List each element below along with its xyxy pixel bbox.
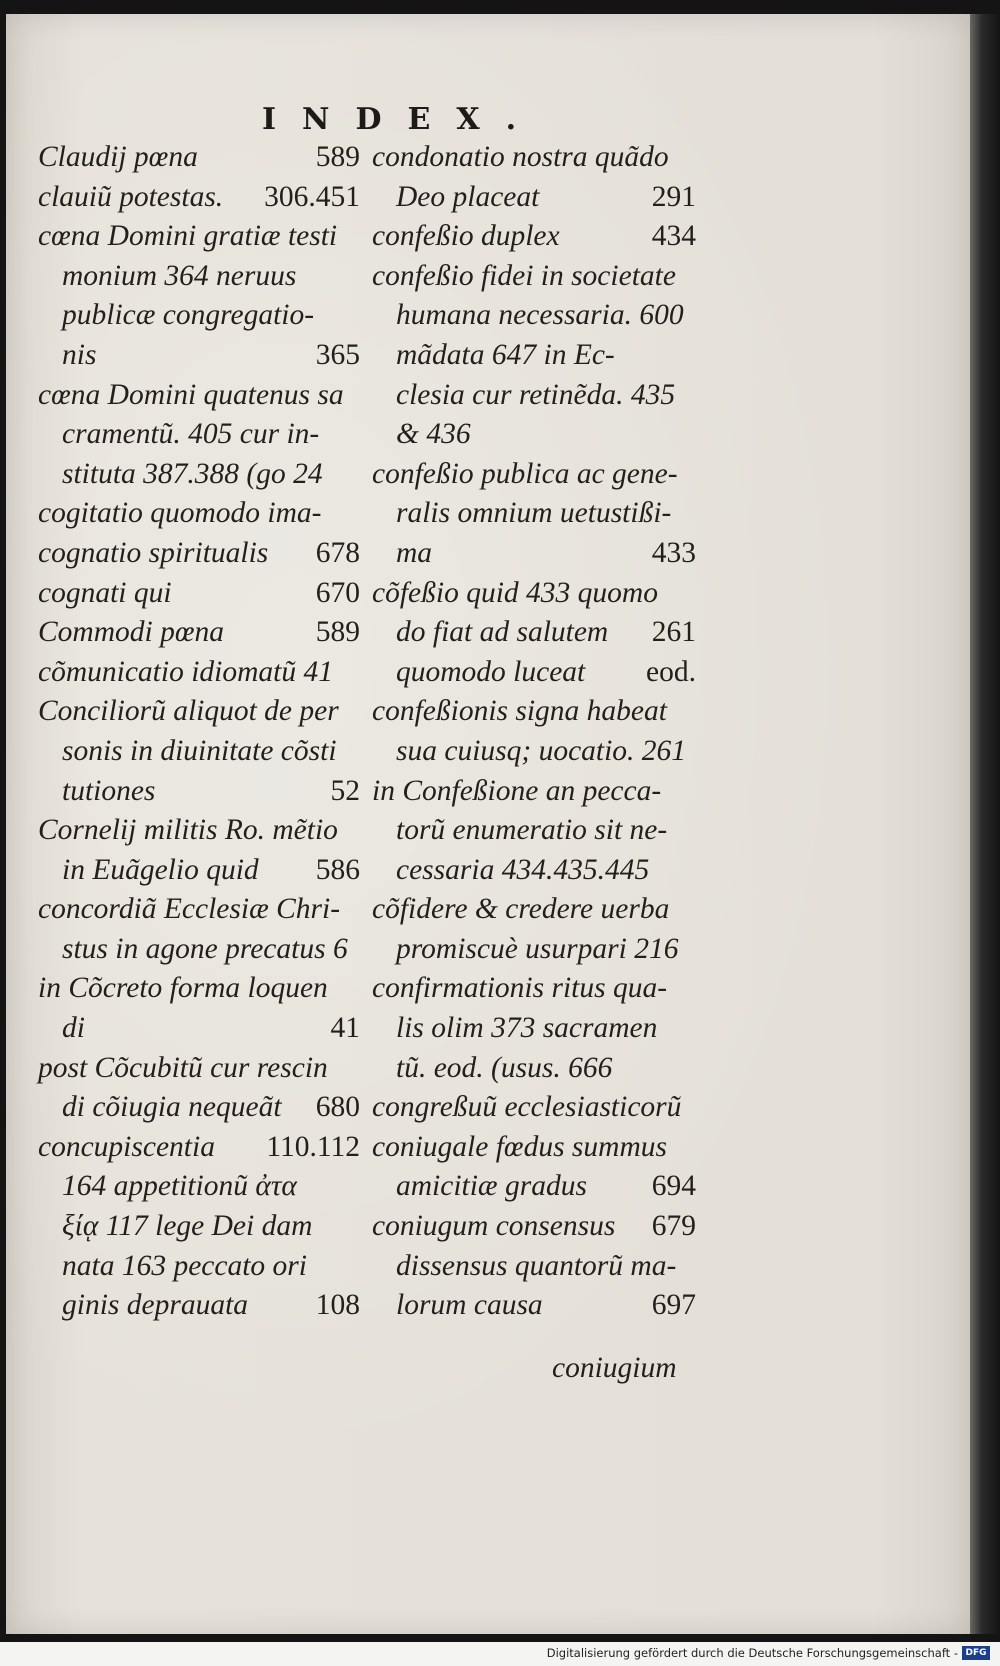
index-entry-text: coniugum consensus <box>372 1210 616 1243</box>
index-entry-text: nata 163 peccato ori <box>62 1249 307 1282</box>
index-entry-text: Commodi pœna <box>38 616 225 649</box>
index-column-right <box>372 138 696 1326</box>
index-entry-text: clesia cur retinẽda. 435 <box>396 378 676 411</box>
index-entry-text: promiscuè usurpari 216 <box>396 932 679 965</box>
catchword: coniugium <box>552 1352 677 1384</box>
index-entry-line <box>372 1247 696 1287</box>
index-entry-text: confeßionis signa habeat <box>372 695 667 728</box>
index-entry-line <box>38 1247 360 1287</box>
index-entry-text: lorum causa <box>396 1289 543 1322</box>
index-entry-text: lis olim 373 sacramen <box>396 1012 658 1045</box>
index-entry-line <box>372 1128 696 1168</box>
index-entry-line <box>38 930 360 970</box>
index-page-number: 433 <box>651 536 696 569</box>
index-page-number: 41 <box>330 1012 360 1045</box>
index-entry-line <box>38 257 360 297</box>
index-entry-line <box>372 1049 696 1089</box>
index-entry-line <box>372 138 696 178</box>
index-entry-line <box>38 653 360 693</box>
index-page-number: 670 <box>315 576 360 609</box>
index-entry-text: in Cõcreto forma loquen <box>38 972 328 1005</box>
index-page-number: 365 <box>315 338 360 371</box>
index-entry-line <box>38 851 360 891</box>
index-entry-line <box>38 1088 360 1128</box>
index-page-number: 52 <box>330 774 360 807</box>
index-entry-line <box>38 1286 360 1326</box>
index-entry-line <box>372 969 696 1009</box>
index-entry-text: humana necessaria. 600 <box>396 299 684 332</box>
index-entry-line <box>372 1009 696 1049</box>
index-entry-text: mãdata 647 in Ec- <box>396 338 615 371</box>
index-entry-text: in Euãgelio quid <box>62 853 259 886</box>
index-entry-line <box>372 1207 696 1247</box>
index-entry-text: cognati qui <box>38 576 172 609</box>
index-entry-text: coniugale fœdus summus <box>372 1130 667 1163</box>
index-page-number: 680 <box>315 1091 360 1124</box>
index-entry-text: Cornelij militis Ro. mẽtio <box>38 814 338 847</box>
index-entry-line <box>372 574 696 614</box>
index-entry-text: confeßio publica ac gene- <box>372 457 678 490</box>
index-entry-line <box>372 415 696 455</box>
index-entry-line <box>372 890 696 930</box>
digitization-credit-bar <box>0 1642 1000 1666</box>
index-entry-text: 164 appetitionũ ἀτα <box>62 1170 297 1203</box>
index-entry-text: cessaria 434.435.445 <box>396 853 650 886</box>
index-entry-text: confeßio fidei in societate <box>372 259 676 292</box>
index-page-number: 679 <box>651 1210 696 1243</box>
index-entry-text: concupiscentia <box>38 1130 215 1163</box>
index-entry-text: confeßio duplex <box>372 220 560 253</box>
index-entry-line <box>38 1049 360 1089</box>
index-entry-text: torũ enumeratio sit ne- <box>396 814 668 847</box>
index-page-number: 589 <box>315 616 360 649</box>
index-entry-line <box>38 178 360 218</box>
index-page-number: 697 <box>651 1289 696 1322</box>
index-entry-text: publicæ congregatio- <box>62 299 315 332</box>
index-entry-line <box>372 930 696 970</box>
index-entry-line <box>38 890 360 930</box>
index-entry-line <box>38 1207 360 1247</box>
index-page-number: 110.112 <box>266 1130 360 1163</box>
index-entry-text: stituta 387.388 (go 24 <box>62 457 323 490</box>
index-entry-line <box>38 1128 360 1168</box>
index-entry-text: sonis in diuinitate cõsti <box>62 734 337 767</box>
index-entry-line <box>372 772 696 812</box>
index-entry-text: stus in agone precatus 6 <box>62 932 348 965</box>
index-entry-line <box>372 613 696 653</box>
index-entry-text: cõfidere & credere uerba <box>372 893 670 926</box>
index-entry-text: quomodo luceat <box>396 655 586 688</box>
index-page-number: 261 <box>651 616 696 649</box>
index-entry-line <box>38 336 360 376</box>
index-entry-text: ginis deprauata <box>62 1289 249 1322</box>
index-entry-line <box>372 692 696 732</box>
index-entry-line <box>372 455 696 495</box>
page-heading: INDEX. <box>262 102 543 137</box>
index-entry-text: tũ. eod. (usus. 666 <box>396 1051 613 1084</box>
index-entry-line <box>372 534 696 574</box>
index-entry-line <box>38 1167 360 1207</box>
index-page-number: 291 <box>651 180 696 213</box>
index-entry-line <box>372 732 696 772</box>
index-entry-text: do fiat ad salutem <box>396 616 609 649</box>
index-entry-text: tutiones <box>62 774 156 807</box>
index-entry-line <box>38 217 360 257</box>
index-entry-text: monium 364 neruus <box>62 259 297 292</box>
index-entry-text: cognatio spiritualis <box>38 536 269 569</box>
index-entry-line <box>372 1167 696 1207</box>
index-entry-text: sua cuiusq; uocatio. 261 <box>396 734 687 767</box>
index-entry-text: Claudij pœna <box>38 141 198 173</box>
index-page-number: 586 <box>315 853 360 886</box>
index-entry-text: di cõiugia nequeãt <box>62 1091 282 1124</box>
index-entry-line <box>38 969 360 1009</box>
index-entry-line <box>38 1009 360 1049</box>
index-page-number: 108 <box>315 1289 360 1322</box>
index-page-number: 694 <box>651 1170 696 1203</box>
index-entry-line <box>38 534 360 574</box>
index-entry-line <box>372 257 696 297</box>
index-entry-line <box>38 494 360 534</box>
index-entry-line <box>38 613 360 653</box>
index-entry-text: ralis omnium uetustißi- <box>396 497 672 530</box>
credit-text: Digitalisierung gefördert durch die Deutsche Forschungsgemeinschaft - <box>546 1646 958 1660</box>
index-entry-text: clauiũ potestas. <box>38 180 224 213</box>
index-entry-line <box>372 217 696 257</box>
index-entry-line <box>38 455 360 495</box>
index-entry-line <box>372 178 696 218</box>
index-entry-text: confirmationis ritus qua- <box>372 972 668 1005</box>
page-edge <box>970 14 1000 1634</box>
index-entry-line <box>372 1088 696 1128</box>
index-entry-text: condonatio nostra quãdo <box>372 141 669 173</box>
index-page-number: 678 <box>315 536 360 569</box>
index-entry-line <box>38 415 360 455</box>
index-entry-line <box>38 692 360 732</box>
index-entry-text: dissensus quantorũ ma- <box>396 1249 677 1282</box>
index-entry-text: cõmunicatio idiomatũ 41 <box>38 655 333 688</box>
index-entry-text: post Cõcubitũ cur rescin <box>38 1051 328 1084</box>
index-entry-text: in Confeßione an pecca- <box>372 774 662 807</box>
dfg-logo: DFG <box>962 1646 990 1660</box>
index-entry-text: cœna Domini quatenus sa <box>38 378 344 411</box>
index-entry-text: Conciliorũ aliquot de per <box>38 695 339 728</box>
index-entry-text: ma <box>396 536 433 569</box>
index-entry-line <box>372 811 696 851</box>
index-entry-line <box>372 296 696 336</box>
index-entry-line <box>372 1286 696 1326</box>
index-page-number: eod. <box>646 655 696 688</box>
index-entry-line <box>38 376 360 416</box>
index-entry-text: concordiã Ecclesiæ Chri- <box>38 893 341 926</box>
index-entry-line <box>38 732 360 772</box>
index-entry-text: di <box>62 1012 85 1045</box>
index-entry-text: cœna Domini gratiæ testi <box>38 220 338 253</box>
index-entry-line <box>372 494 696 534</box>
index-page-number: 589 <box>315 141 360 173</box>
index-entry-text: cramentũ. 405 cur in- <box>62 418 320 451</box>
index-column-left <box>38 138 360 1326</box>
index-entry-text: nis <box>62 338 97 371</box>
index-entry-line <box>38 574 360 614</box>
index-entry-line <box>372 376 696 416</box>
index-entry-line <box>372 653 696 693</box>
index-entry-line <box>38 296 360 336</box>
index-entry-line <box>38 811 360 851</box>
index-entry-text: congreßuũ ecclesiasticorũ <box>372 1091 682 1124</box>
index-entry-line <box>372 336 696 376</box>
index-entry-line <box>372 851 696 891</box>
index-entry-line <box>38 772 360 812</box>
index-entry-text: cogitatio quomodo ima- <box>38 497 322 530</box>
index-entry-text: ξίᾳ 117 lege Dei dam <box>62 1210 313 1243</box>
index-entry-text: Deo placeat <box>396 180 540 213</box>
index-entry-text: amicitiæ gradus <box>396 1170 587 1203</box>
index-entry-line <box>38 138 360 178</box>
index-page-number: 434 <box>651 220 696 253</box>
index-entry-text: & 436 <box>396 418 471 451</box>
index-page-number: 306.451 <box>264 180 360 213</box>
index-entry-text: cõfeßio quid 433 quomo <box>372 576 658 609</box>
